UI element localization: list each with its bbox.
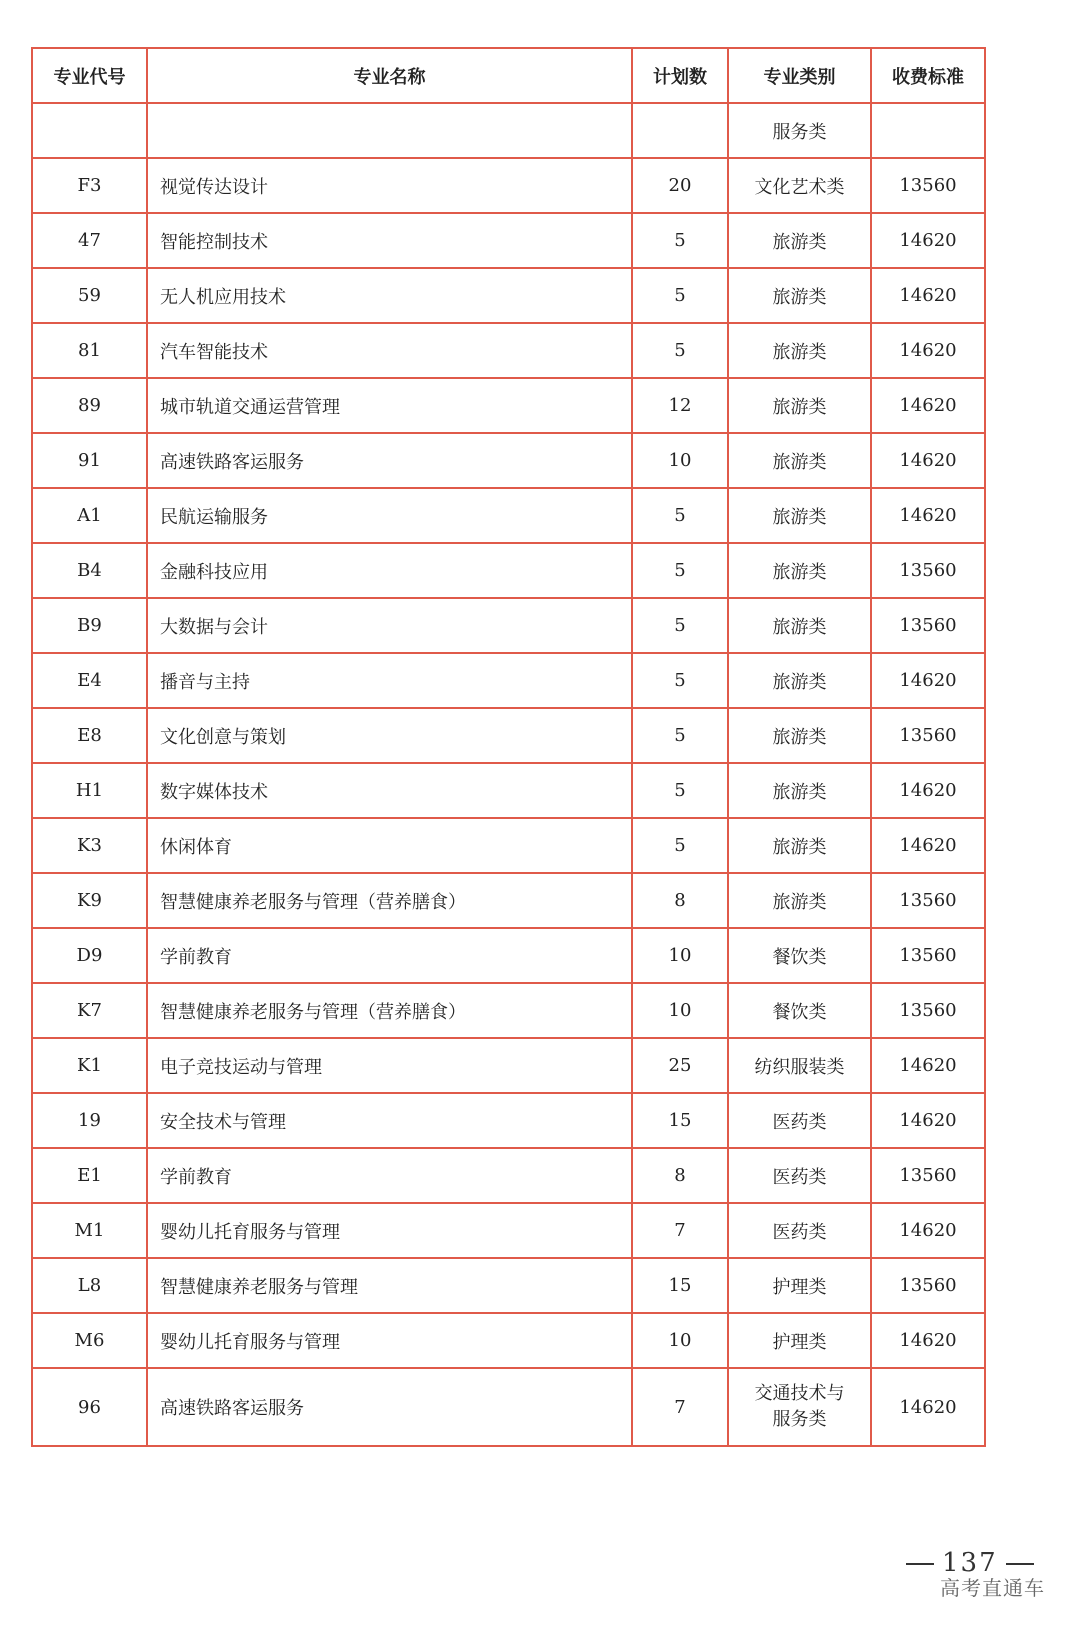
cell-name: 汽车智能技术 [147,323,632,378]
table-row [32,818,985,873]
cell-name: 视觉传达设计 [147,158,632,213]
cell-plan: 12 [632,378,728,433]
cell-plan: 7 [632,1203,728,1258]
watermark-text: 高考直通车 [940,1576,1045,1600]
cell-code: K3 [32,818,147,873]
cell-category: 纺织服装类 [728,1038,871,1093]
cell-fee: 13560 [871,928,985,983]
table-row [32,653,985,708]
cell-category: 医药类 [728,1093,871,1148]
cell-category: 旅游类 [728,598,871,653]
cell-name: 学前教育 [147,928,632,983]
cell-code: 96 [32,1368,147,1446]
table-row [32,1203,985,1258]
cell-plan: 5 [632,268,728,323]
cell-fee [871,103,985,158]
header-code: 专业代号 [32,48,147,103]
cell-category: 护理类 [728,1313,871,1368]
cell-fee: 14620 [871,433,985,488]
cell-fee: 13560 [871,1258,985,1313]
cell-code: E1 [32,1148,147,1203]
cell-name: 数字媒体技术 [147,763,632,818]
cell-plan: 5 [632,653,728,708]
cell-code: 47 [32,213,147,268]
cell-fee: 14620 [871,763,985,818]
cell-name: 民航运输服务 [147,488,632,543]
cell-fee: 14620 [871,268,985,323]
enrollment-table-wrapper [31,47,984,1447]
cell-name [147,103,632,158]
page-dash-left [906,1563,934,1565]
cell-plan: 7 [632,1368,728,1446]
cell-category: 旅游类 [728,543,871,598]
cell-category: 旅游类 [728,268,871,323]
cell-name: 播音与主持 [147,653,632,708]
cell-name: 文化创意与策划 [147,708,632,763]
cell-plan: 10 [632,928,728,983]
cell-code: F3 [32,158,147,213]
cell-code: M1 [32,1203,147,1258]
cell-fee: 14620 [871,1038,985,1093]
header-plan: 计划数 [632,48,728,103]
cell-fee: 14620 [871,488,985,543]
table-row [32,1038,985,1093]
cell-code: E4 [32,653,147,708]
cell-plan: 10 [632,983,728,1038]
cell-fee: 14620 [871,1313,985,1368]
cell-plan: 5 [632,488,728,543]
table-row [32,543,985,598]
cell-code: 19 [32,1093,147,1148]
header-category: 专业类别 [728,48,871,103]
cell-plan: 5 [632,323,728,378]
cell-plan: 15 [632,1093,728,1148]
cell-fee: 14620 [871,1203,985,1258]
cell-category: 旅游类 [728,763,871,818]
table-row [32,378,985,433]
cell-category: 旅游类 [728,708,871,763]
enrollment-table [31,47,986,1447]
cell-code: B9 [32,598,147,653]
cell-fee: 14620 [871,818,985,873]
table-row [32,873,985,928]
header-name: 专业名称 [147,48,632,103]
cell-name: 电子竞技运动与管理 [147,1038,632,1093]
cell-name: 无人机应用技术 [147,268,632,323]
cell-fee: 13560 [871,543,985,598]
table-row [32,268,985,323]
cell-category: 旅游类 [728,378,871,433]
cell-fee: 14620 [871,1093,985,1148]
cell-fee: 14620 [871,1368,985,1446]
cell-category: 旅游类 [728,213,871,268]
cell-fee: 13560 [871,873,985,928]
cell-plan: 5 [632,598,728,653]
cell-category: 文化艺术类 [728,158,871,213]
table-row [32,213,985,268]
cell-fee: 13560 [871,708,985,763]
cell-name: 高速铁路客运服务 [147,433,632,488]
cell-fee: 14620 [871,653,985,708]
cell-code: A1 [32,488,147,543]
cell-plan: 10 [632,1313,728,1368]
table-row [32,598,985,653]
cell-name: 智慧健康养老服务与管理 [147,1258,632,1313]
cell-category: 旅游类 [728,323,871,378]
cell-code: K1 [32,1038,147,1093]
header-fee: 收费标准 [871,48,985,103]
cell-code: E8 [32,708,147,763]
cell-fee: 13560 [871,983,985,1038]
cell-fee: 13560 [871,1148,985,1203]
table-header-row [32,48,985,103]
table-row [32,103,985,158]
cell-plan: 15 [632,1258,728,1313]
cell-category: 服务类 [728,103,871,158]
table-row [32,1148,985,1203]
table-body [32,103,985,1446]
cell-fee: 13560 [871,158,985,213]
cell-name: 休闲体育 [147,818,632,873]
cell-category: 旅游类 [728,653,871,708]
cell-name: 智能控制技术 [147,213,632,268]
cell-name: 智慧健康养老服务与管理（营养膳食） [147,873,632,928]
cell-category: 餐饮类 [728,928,871,983]
table-row [32,1313,985,1368]
cell-code: D9 [32,928,147,983]
cell-name: 智慧健康养老服务与管理（营养膳食） [147,983,632,1038]
table-row [32,708,985,763]
cell-code: B4 [32,543,147,598]
cell-name: 城市轨道交通运营管理 [147,378,632,433]
cell-plan: 5 [632,763,728,818]
page-dash-right [1006,1563,1034,1565]
cell-code: H1 [32,763,147,818]
cell-code: 81 [32,323,147,378]
cell-plan: 5 [632,818,728,873]
cell-name: 婴幼儿托育服务与管理 [147,1203,632,1258]
cell-fee: 14620 [871,213,985,268]
table-row [32,983,985,1038]
cell-plan: 8 [632,1148,728,1203]
table-row [32,158,985,213]
cell-plan: 5 [632,213,728,268]
cell-plan: 25 [632,1038,728,1093]
cell-code: K7 [32,983,147,1038]
cell-plan [632,103,728,158]
cell-category: 旅游类 [728,433,871,488]
cell-category: 医药类 [728,1148,871,1203]
table-row [32,763,985,818]
page-number-text: 137 [942,1548,998,1578]
cell-plan: 20 [632,158,728,213]
cell-fee: 13560 [871,598,985,653]
cell-code [32,103,147,158]
cell-category: 旅游类 [728,873,871,928]
cell-name: 金融科技应用 [147,543,632,598]
cell-name: 学前教育 [147,1148,632,1203]
cell-category: 交通技术与 服务类 [728,1368,871,1446]
table-row [32,488,985,543]
cell-code: 91 [32,433,147,488]
cell-category: 餐饮类 [728,983,871,1038]
table-row [32,1368,985,1446]
cell-category: 旅游类 [728,488,871,543]
cell-category: 旅游类 [728,818,871,873]
cell-code: M6 [32,1313,147,1368]
cell-plan: 5 [632,708,728,763]
cell-name: 高速铁路客运服务 [147,1368,632,1446]
cell-code: 59 [32,268,147,323]
cell-fee: 14620 [871,323,985,378]
cell-plan: 10 [632,433,728,488]
cell-category: 护理类 [728,1258,871,1313]
cell-plan: 5 [632,543,728,598]
cell-name: 大数据与会计 [147,598,632,653]
cell-category: 医药类 [728,1203,871,1258]
table-row [32,323,985,378]
table-row [32,1093,985,1148]
table-row [32,433,985,488]
cell-code: K9 [32,873,147,928]
cell-plan: 8 [632,873,728,928]
table-row [32,928,985,983]
cell-name: 婴幼儿托育服务与管理 [147,1313,632,1368]
cell-name: 安全技术与管理 [147,1093,632,1148]
cell-code: L8 [32,1258,147,1313]
cell-fee: 14620 [871,378,985,433]
cell-code: 89 [32,378,147,433]
table-row [32,1258,985,1313]
